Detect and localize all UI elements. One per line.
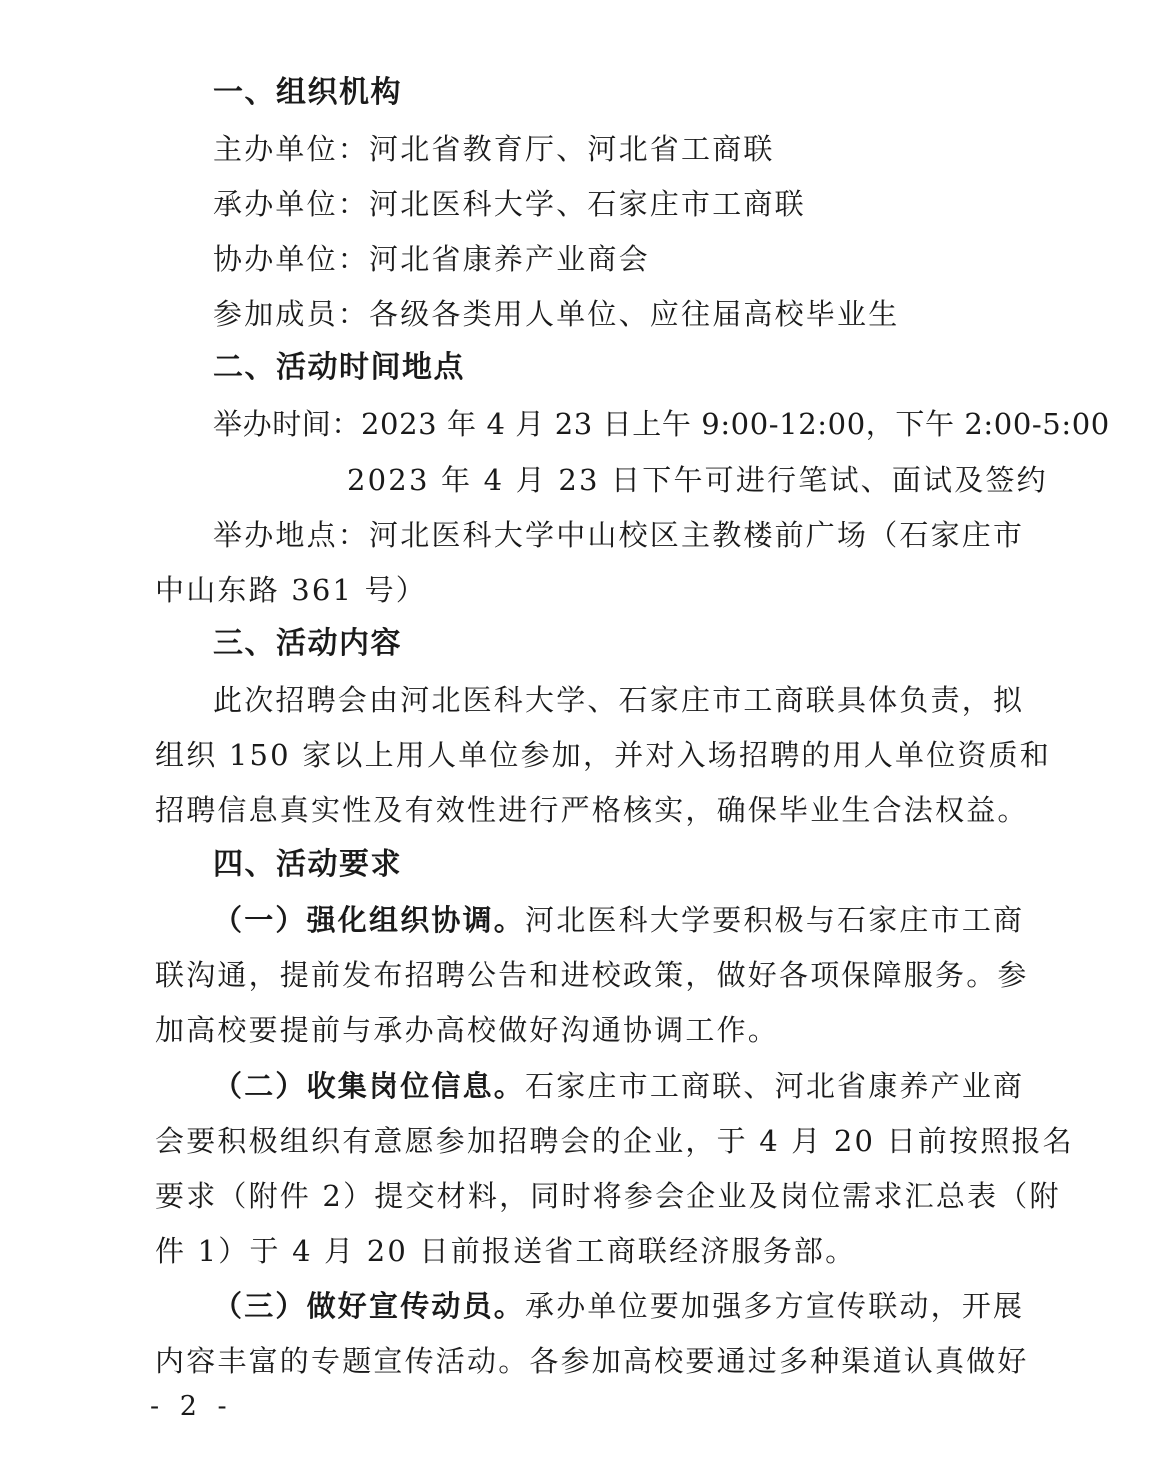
requirement-item-3-line: 内容丰富的专题宣传活动。各参加高校要通过多种渠道认真做好 (155, 1344, 1029, 1378)
event-place-line: 举办地点：河北医科大学中山校区主教楼前广场（石家庄市 (213, 518, 1025, 552)
content-paragraph-line: 招聘信息真实性及有效性进行严格核实，确保毕业生合法权益。 (155, 793, 1029, 827)
requirement-item-2-text: 石家庄市工商联、河北省康养产业商 (525, 1069, 1025, 1103)
requirement-item-2-line: 件 1）于 4 月 20 日前报送省工商联经济服务部。 (155, 1234, 857, 1268)
requirement-item-1-text: 河北医科大学要积极与石家庄市工商 (525, 903, 1025, 937)
requirement-item-2-lead: （二）收集岗位信息。 (213, 1069, 526, 1103)
requirement-item-2-line: 会要积极组织有意愿参加招聘会的企业，于 4 月 20 日前按照报名 (155, 1124, 1074, 1158)
content-paragraph-line: 此次招聘会由河北医科大学、石家庄市工商联具体负责，拟 (213, 683, 1025, 717)
host-unit-line: 主办单位：河北省教育厅、河北省工商联 (213, 132, 775, 166)
section-heading-time-place: 二、活动时间地点 (213, 350, 465, 385)
co-organizer-unit-line: 协办单位：河北省康养产业商会 (213, 242, 650, 276)
page-number: - 2 - (150, 1391, 233, 1422)
event-place-line-2: 中山东路 361 号） (155, 573, 427, 607)
requirement-item-1-line: 加高校要提前与承办高校做好沟通协调工作。 (155, 1013, 780, 1047)
requirement-item-3-text: 承办单位要加强多方宣传联动，开展 (525, 1289, 1025, 1323)
event-time-line: 举办时间：2023 年 4 月 23 日上午 9:00-12:00，下午 2:00-5:00 (213, 407, 1110, 441)
requirement-item-2-first-line (213, 1068, 1025, 1104)
requirement-item-2-line: 要求（附件 2）提交材料，同时将参会企业及岗位需求汇总表（附 (155, 1179, 1061, 1213)
requirement-item-1-lead: （一）强化组织协调。 (213, 903, 526, 937)
event-time-line-2: 2023 年 4 月 23 日下午可进行笔试、面试及签约 (347, 463, 1048, 497)
section-heading-requirements: 四、活动要求 (213, 847, 402, 882)
section-heading-content: 三、活动内容 (213, 626, 402, 661)
requirement-item-1-line: 联沟通，提前发布招聘公告和进校政策，做好各项保障服务。参 (155, 958, 1029, 992)
section-heading-organization: 一、组织机构 (213, 75, 402, 110)
organizer-unit-line: 承办单位：河北医科大学、石家庄市工商联 (213, 187, 806, 221)
requirement-item-3-first-line (213, 1288, 1025, 1324)
requirement-item-3-lead: （三）做好宣传动员。 (213, 1289, 526, 1323)
requirement-item-1-first-line (213, 902, 1025, 938)
content-paragraph-line: 组织 150 家以上用人单位参加，并对入场招聘的用人单位资质和 (155, 738, 1051, 772)
participants-line: 参加成员：各级各类用人单位、应往届高校毕业生 (213, 297, 900, 331)
